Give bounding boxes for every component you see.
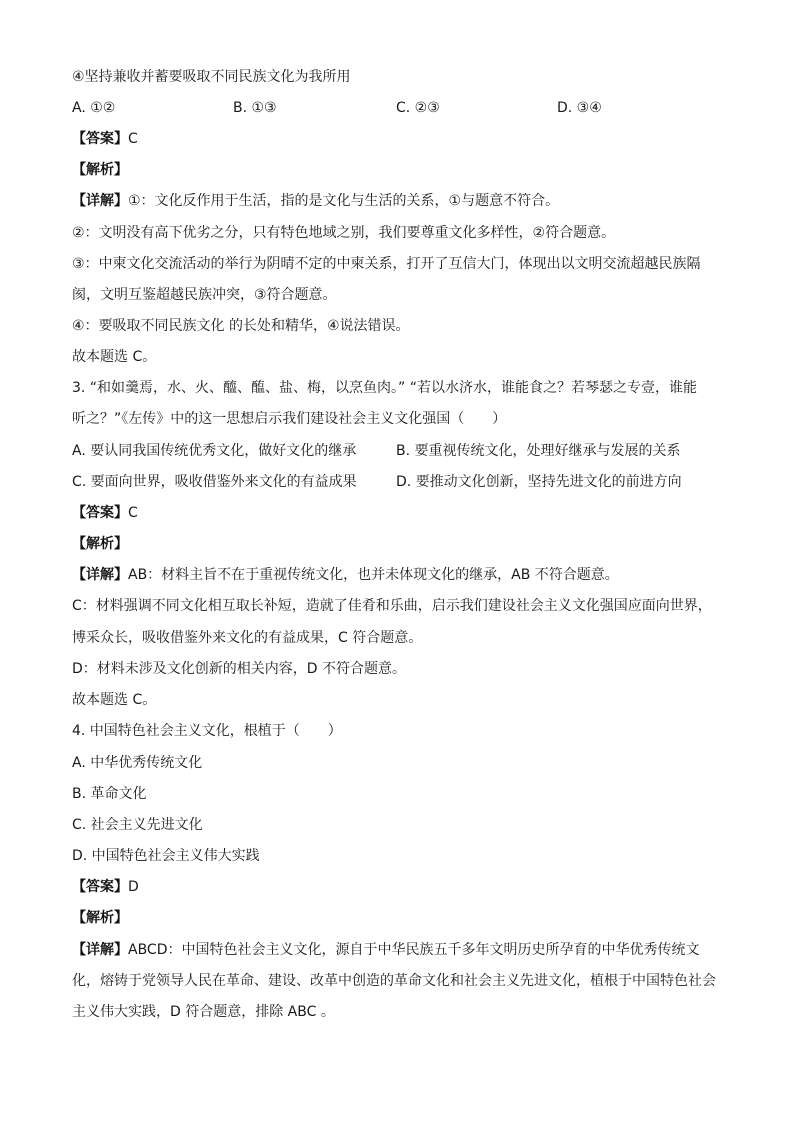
q3-detail-1 xyxy=(72,566,619,584)
q2-option-c: C. ②③ xyxy=(396,100,440,116)
answer-value: C xyxy=(128,505,138,521)
q3-option-a: A. 要认同我国传统优秀文化，做好文化的继承 xyxy=(72,443,357,459)
q4-stem: 4. 中国特色社会主义文化，根植于（ ） xyxy=(72,723,342,739)
answer-tag: 【答案】 xyxy=(72,505,128,521)
q3-detail-2a: C：材料强调不同文化相互取长补短，造就了佳肴和乐曲，启示我们建设社会主义文化强国应面向世界， xyxy=(72,598,712,614)
answer-value: D xyxy=(128,879,139,895)
q4-option-d: D. 中国特色社会主义伟大实践 xyxy=(72,848,260,864)
q2-detail-3a: ③：中柬文化交流活动的举行为阴晴不定的中柬关系，打开了互信大门，体现出以文明交流超越民族隔 xyxy=(72,256,701,272)
q3-stem-2: 听之？”《左传》中的这一思想启示我们建设社会主义文化强国（ ） xyxy=(72,411,507,427)
q3-detail-3: D：材料未涉及文化创新的相关内容，D 不符合题意。 xyxy=(72,661,407,677)
q2-detail-1 xyxy=(72,192,559,210)
q2-option-b: B. ①③ xyxy=(233,100,277,116)
q4-analysis-tag: 【解析】 xyxy=(72,910,128,926)
q2-detail-3b: 阂，文明互鉴超越民族冲突，③符合题意。 xyxy=(72,287,337,303)
q4-detail-b: 化，熔铸于党领导人民在革命、建设、改革中创造的革命文化和社会主义先进文化，植根于中国特色社会 xyxy=(72,973,716,989)
answer-tag: 【答案】 xyxy=(72,879,128,895)
q3-stem-1: 3. “和如羹焉，水、火、醯、醢、盐、梅，以烹鱼肉。” “若以水济水，谁能食之？若琴瑟之专壹，谁能 xyxy=(72,380,698,396)
answer-value: C xyxy=(128,131,138,147)
q2-answer xyxy=(72,130,138,148)
detail-text: ABCD：中国特色社会主义文化，源自于中华民族五千多年文明历史所孕育的中华优秀传统文 xyxy=(128,942,700,958)
q4-option-a: A. 中华优秀传统文化 xyxy=(72,755,203,771)
q3-answer xyxy=(72,504,138,522)
q2-analysis-tag: 【解析】 xyxy=(72,162,128,178)
q3-detail-2b: 博采众长，吸收借鉴外来文化的有益成果，C 符合题意。 xyxy=(72,630,423,646)
answer-tag: 【答案】 xyxy=(72,131,128,147)
detail-tag: 【详解】 xyxy=(72,567,128,583)
q4-detail-a xyxy=(72,941,700,959)
q2-detail-4: ④：要吸取不同民族文化 的长处和精华，④说法错误。 xyxy=(72,318,410,334)
detail-tag: 【详解】 xyxy=(72,193,128,209)
q2-option-d: D. ③④ xyxy=(557,100,602,116)
q4-answer xyxy=(72,878,139,896)
q3-option-b: B. 要重视传统文化，处理好继承与发展的关系 xyxy=(396,443,681,459)
q2-item-4: ④坚持兼收并蓄要吸取不同民族文化为我所用 xyxy=(72,69,351,85)
q3-option-c: C. 要面向世界，吸收借鉴外来文化的有益成果 xyxy=(72,474,357,490)
detail-text: ①：文化反作用于生活，指的是文化与生活的关系，①与题意不符合。 xyxy=(128,193,560,209)
q2-conclusion: 故本题选 C。 xyxy=(72,349,157,365)
q3-analysis-tag: 【解析】 xyxy=(72,536,128,552)
detail-text: AB：材料主旨不在于重视传统文化，也并未体现文化的继承，AB 不符合题意。 xyxy=(128,567,619,583)
detail-tag: 【详解】 xyxy=(72,942,128,958)
q4-detail-c: 主义伟大实践，D 符合题意，排除 ABC 。 xyxy=(72,1004,335,1020)
q4-option-b: B. 革命文化 xyxy=(72,786,147,802)
q3-option-d: D. 要推动文化创新，坚持先进文化的前进方向 xyxy=(396,474,682,490)
q2-detail-2: ②：文明没有高下优劣之分，只有特色地域之别，我们要尊重文化多样性，②符合题意。 xyxy=(72,225,616,241)
q3-conclusion: 故本题选 C。 xyxy=(72,692,157,708)
q4-option-c: C. 社会主义先进文化 xyxy=(72,817,203,833)
q2-option-a: A. ①② xyxy=(72,100,116,116)
